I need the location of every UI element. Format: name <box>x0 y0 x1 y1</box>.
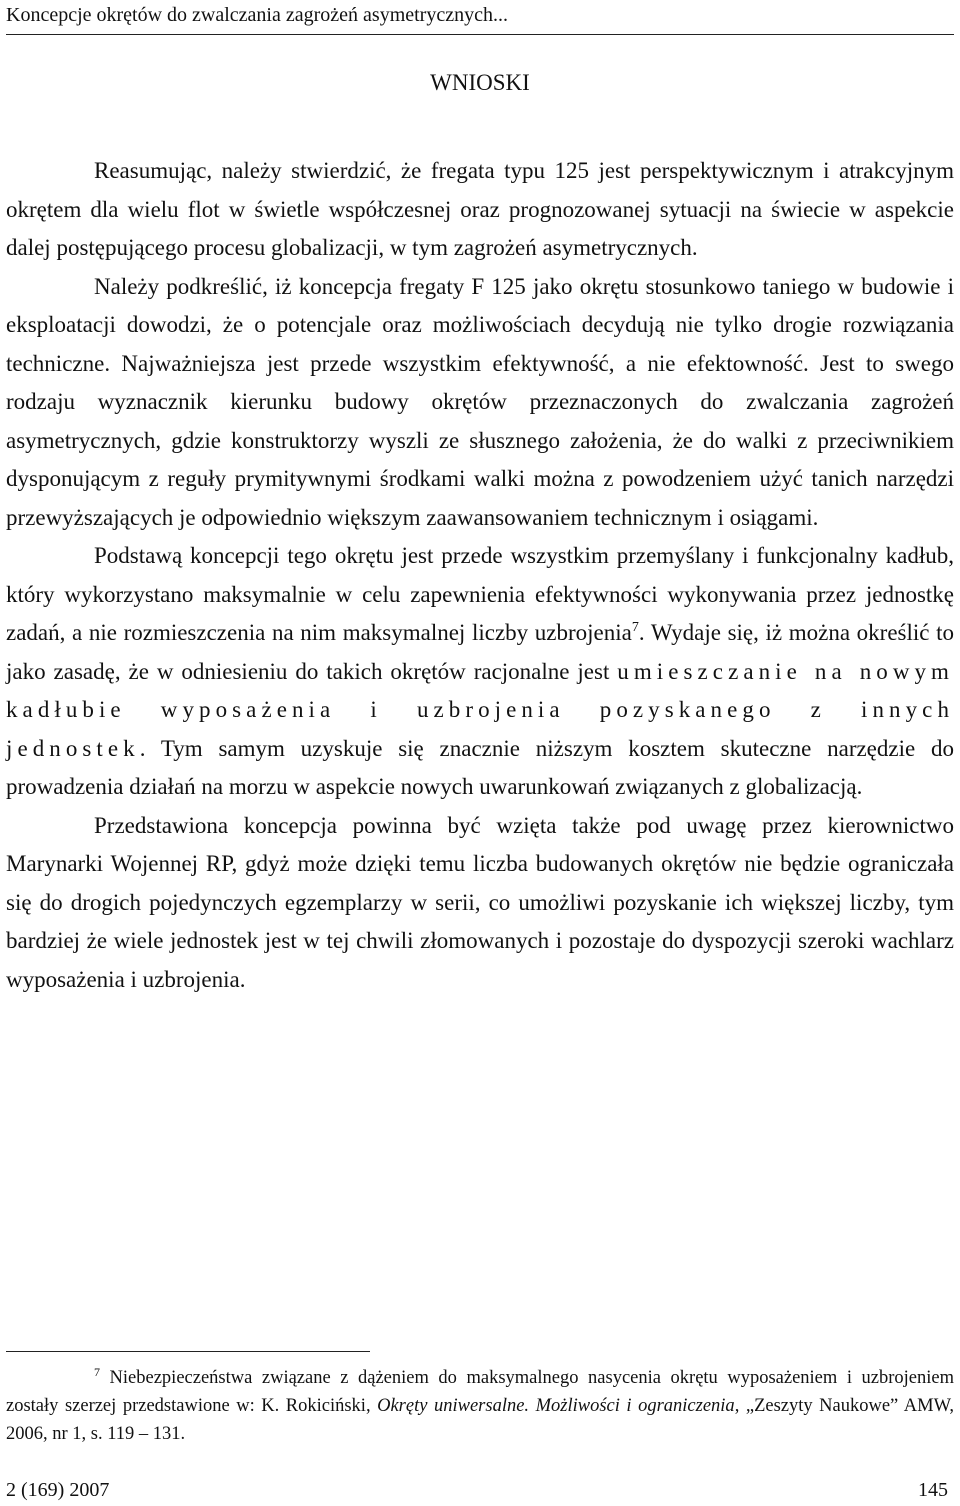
paragraph-4: Przedstawiona koncepcja powinna być wzięta także pod uwagę przez kierownictwo Marynarki Wojennej RP, gdyż może dzięki temu liczba budowanych okrętów nie będzie ograniczała się do drogich pojedynczych egzemplarzy w serii, co umożliwi pozyskanie ich większej liczby, tym bardziej że wiele jednostek jest w tej chwili złomowanych i pozostaje do dyspozycji szeroki wachlarz wyposażenia i uzbrojenia. <box>6 812 954 992</box>
paragraph-3-middle: . Wydaje się, iż można określić to jako zasadę, że w odniesieniu do takich okrętów racjonalne jest <box>6 620 955 684</box>
footnote-source: , „Zeszyty Naukowe” AMW, 2006, nr 1, s. 119 – 131. <box>6 1396 954 1444</box>
paragraph-2: Należy podkreślić, iż koncepcja fregaty F 125 jako okrętu stosunkowo taniego w budowie i eksploatacji dowodzi, że o potencjale oraz możliwościach decydują nie tylko drogie rozwiązania techniczne. Najważniejsza jest przede wszystkim efektywność, a nie efektowność. Jest to swego rodzaju wyznacznik kierunku budowy okrętów przeznaczonych do zwalczania zagrożeń asymetrycznych, gdzie konstruktorzy wyszli ze słusznego założenia, że do walki z przeciwnikiem dysponującym z reguły prymitywnymi środkami walki można z powodzeniem użyć tanich narzędzi przewyższających je odpowiednio większym zaawansowaniem technicznym i osiągami. <box>6 273 954 530</box>
document-page <box>6 0 954 1506</box>
footnote-cited-title: Okręty uniwersalne. Możliwości i ograniczenia <box>377 1396 735 1416</box>
paragraph-3 <box>6 537 954 807</box>
footnote <box>6 1364 954 1448</box>
header-divider <box>6 34 954 35</box>
footnote-reference[interactable]: 7 <box>631 620 639 635</box>
spaced-emphasis: umieszczanie na nowym kadłubie wyposażenia i uzbrojenia pozyskanego z innych jednostek <box>6 658 954 761</box>
footnote-text: Niebezpieczeństwa związane z dążeniem do maksymalnego nasycenia okrętu wyposażeniem i uzbrojeniem zostały szerzej przedstawione w: K. Rokiciński, <box>6 1368 954 1416</box>
footnote-divider <box>6 1351 370 1352</box>
body-text <box>6 152 954 999</box>
running-header: Koncepcje okrętów do zwalczania zagrożeń asymetrycznych... <box>6 4 508 26</box>
paragraph-1: Reasumując, należy stwierdzić, że fregata typu 125 jest perspektywicznym i atrakcyjnym okrętem dla wielu flot w świetle współczesnej oraz prognozowanej sytuacji na świecie w aspekcie dalej postępującego procesu globalizacji, w tym zagrożeń asymetrycznych. <box>6 158 954 260</box>
paragraph-3-end: . Tym samym uzyskuje się znacznie niższym kosztem skuteczne narzędzie do prowadzenia działań na morzu w aspekcie nowych uwarunkowań związanych z globalizacją. <box>6 735 954 799</box>
section-title: WNIOSKI <box>430 70 530 95</box>
paragraph-3-start: Podstawą koncepcji tego okrętu jest przede wszystkim przemyślany i funkcjonalny kadłub, który wykorzystano maksymalnie w celu zapewnienia efektywności wykonywania przez jednostkę zadań, a nie rozmieszczenia na nim maksymalnej liczby uzbrojenia <box>6 543 954 645</box>
footnote-number: 7 <box>94 1365 100 1379</box>
issue-number: 2 (169) 2007 <box>6 1479 110 1501</box>
page-number: 145 <box>918 1479 948 1501</box>
